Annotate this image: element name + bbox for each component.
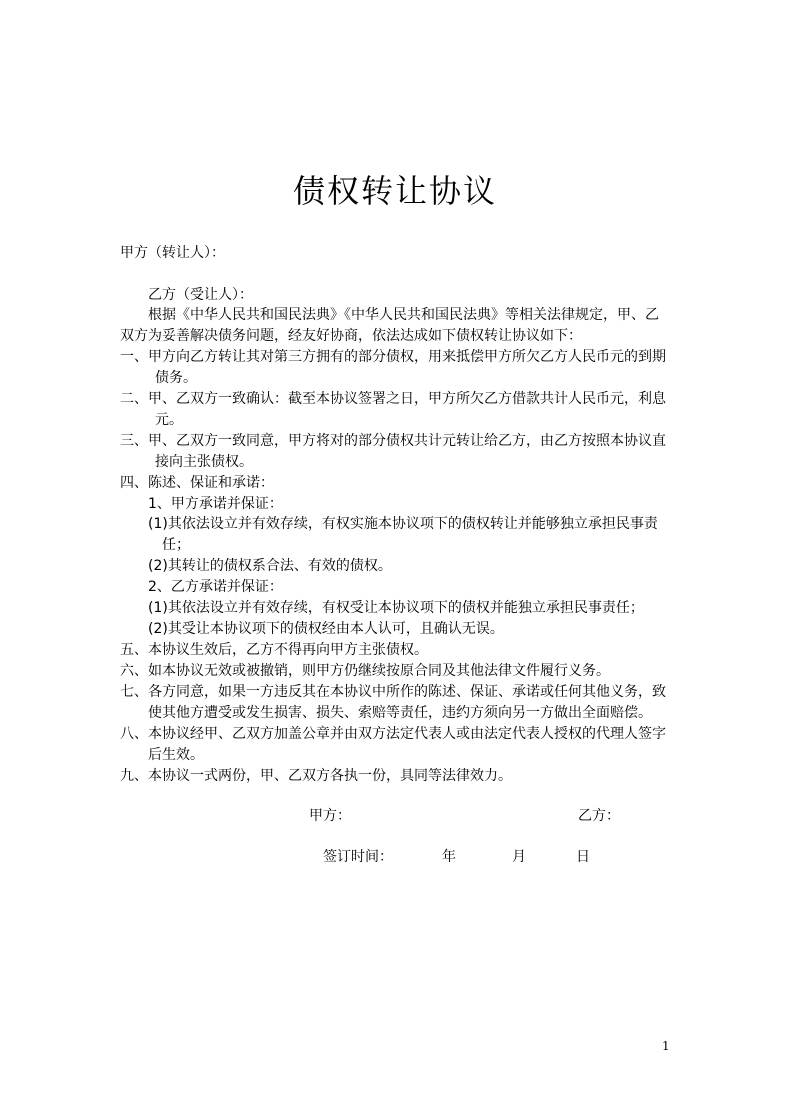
clause-8-line-2: 后生效。 (148, 747, 204, 763)
clause-6: 六、如本协议无效或被撤销，则甲方仍继续按原合同及其他法律文件履行义务。 (120, 663, 610, 679)
page-number: 1 (662, 1039, 670, 1053)
signature-year: 年 (442, 849, 456, 865)
clause-1-line-1: 一、甲方向乙方转让其对第三方拥有的部分债权，用来抵偿甲方所欠乙方人民币元的到期 (120, 349, 666, 365)
clause-7-line-1: 七、各方同意，如果一方违反其在本协议中所作的陈述、保证、承诺或任何其他义务，致 (120, 684, 666, 700)
clause-4-2: 2、乙方承诺并保证： (148, 579, 283, 595)
document-title: 债权转让协议 (292, 172, 497, 210)
clause-4-1-b: (2)其转让的债权系合法、有效的债权。 (148, 558, 392, 574)
clause-3-line-1: 三、甲、乙双方一致同意，甲方将对的部分债权共计元转让给乙方，由乙方按照本协议直 (120, 433, 666, 449)
signature-date-label: 签订时间： (323, 849, 393, 865)
clause-9: 九、本协议一式两份，甲、乙双方各执一份，具同等法律效力。 (120, 768, 512, 784)
clause-4-1: 1、甲方承诺并保证： (148, 496, 283, 512)
party-a-line: 甲方（转让人）： (120, 245, 225, 261)
clause-4-heading: 四、陈述、保证和承诺： (120, 475, 274, 491)
clause-7-line-2: 使其他方遭受或发生损害、损失、索赔等责任，违约方须向另一方做出全面赔偿。 (148, 705, 652, 721)
clause-2-line-1: 二、甲、乙双方一致确认：截至本协议签署之日，甲方所欠乙方借款共计人民币元，利息 (120, 391, 666, 407)
signature-month: 月 (512, 849, 526, 865)
clause-1-line-2: 债务。 (155, 370, 197, 386)
signature-day: 日 (576, 849, 590, 865)
clause-4-1-a-line-2: 任； (162, 537, 190, 553)
clause-3-line-2: 接向主张债权。 (155, 454, 253, 470)
preamble-line-2: 双方为妥善解决债务问题，经友好协商，依法达成如下债权转让协议如下： (120, 328, 582, 344)
party-b-line: 乙方（受让人）： (148, 287, 253, 303)
clause-4-2-b: (2)其受让本协议项下的债权经由本人认可，且确认无误。 (148, 621, 504, 637)
preamble-line-1: 根据《中华人民共和国民法典》《中华人民共和国民法典》等相关法律规定，甲、乙 (148, 307, 659, 323)
clause-4-2-a: (1)其依法设立并有效存续，有权受让本协议项下的债权并能独立承担民事责任； (148, 600, 644, 616)
signature-party-a: 甲方： (309, 808, 351, 824)
clause-4-1-a-line-1: (1)其依法设立并有效存续，有权实施本协议项下的债权转让并能够独立承担民事责 (148, 516, 658, 532)
clause-8-line-1: 八、本协议经甲、乙双方加盖公章并由双方法定代表人或由法定代表人授权的代理人签字 (120, 726, 666, 742)
signature-party-b: 乙方： (578, 808, 620, 824)
clause-2-line-2: 元。 (155, 412, 183, 428)
clause-5: 五、本协议生效后，乙方不得再向甲方主张债权。 (120, 642, 428, 658)
